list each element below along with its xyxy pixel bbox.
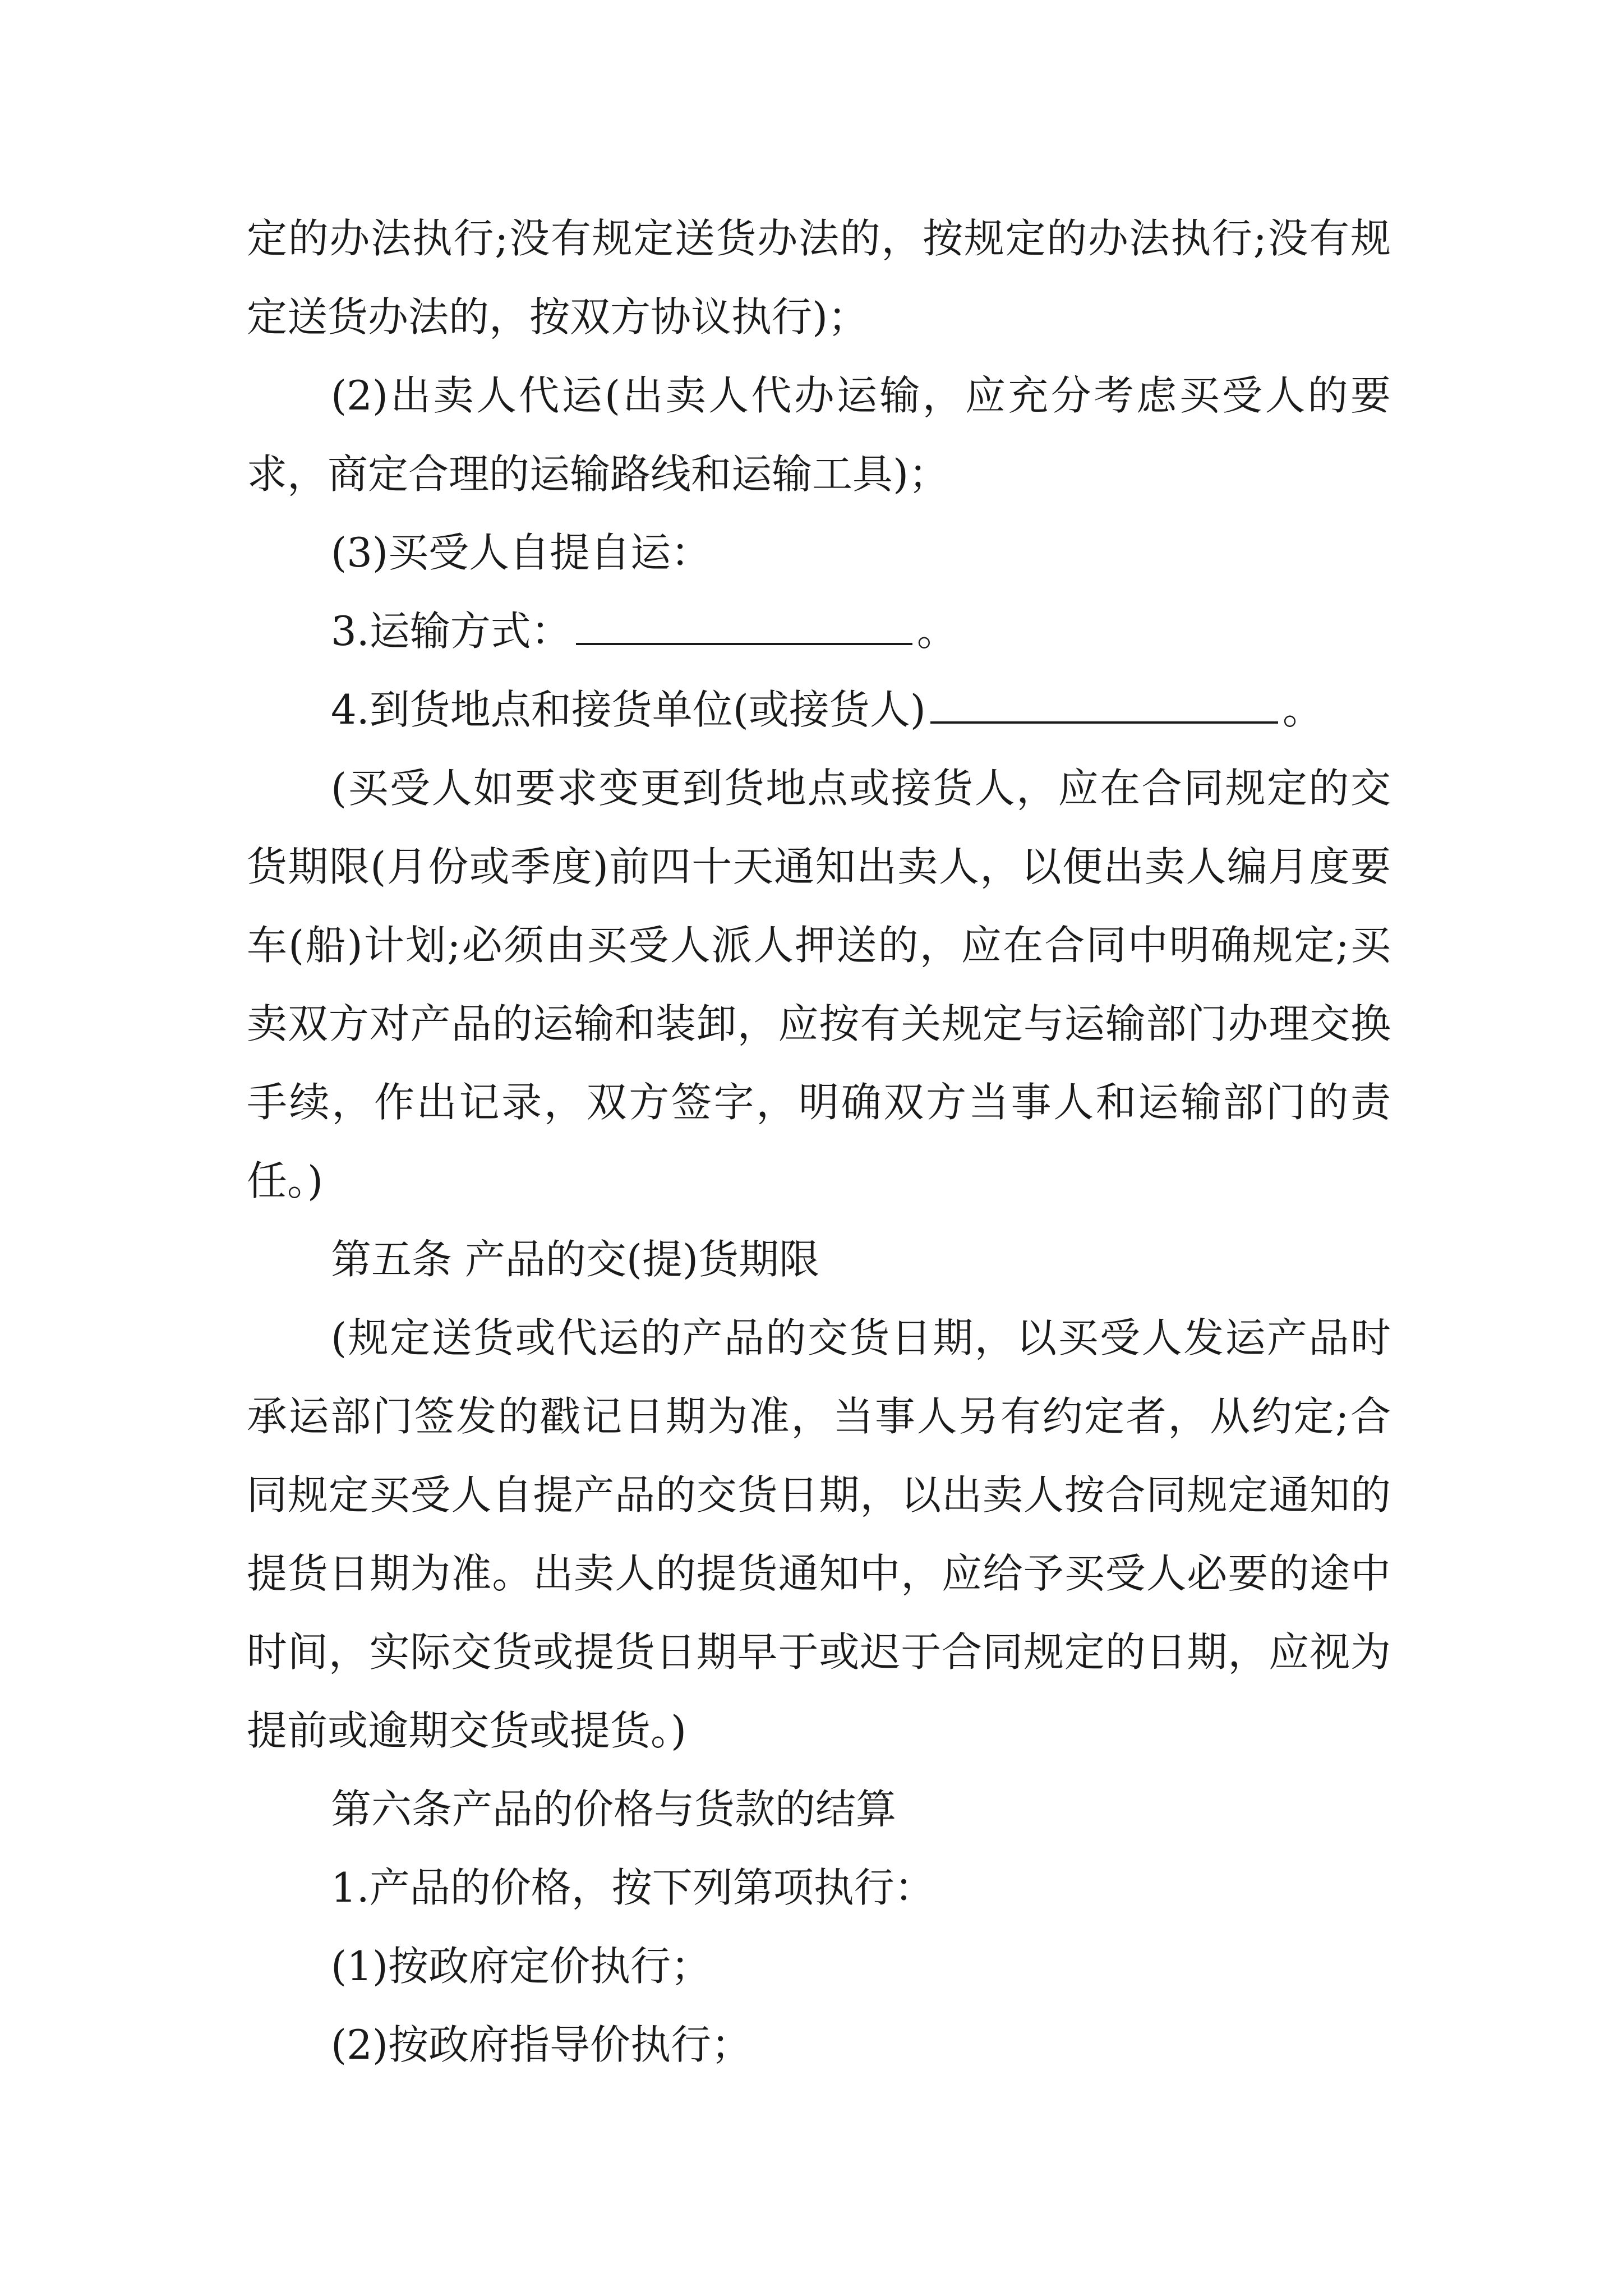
paragraph-change-destination-note: (买受人如要求变更到货地点或接货人，应在合同规定的交货期限(月份或季度)前四十天通知出卖人，以便出卖人编月度要车(船)计划;必须由买受人派人押送的，应在合同中明确规定;买卖双方对产品的运输和装卸，应按有关规定与运输部门办理交换手续，作出记录，双方签字，明确双方当事人和运输部门的责任。): [247, 765, 1391, 1204]
article-6-heading: 第六条产品的价格与货款的结算: [331, 1786, 897, 1833]
paragraph-government-price: (1)按政府定价执行；: [331, 1943, 711, 1990]
paragraph-transport-method: [247, 592, 1391, 670]
paragraph-seller-transport: (2)出卖人代运(出卖人代办运输，应充分考虑买受人的要求，商定合理的运输路线和运输工具)；: [247, 372, 1391, 498]
transport-method-label: 3.运输方式：: [331, 608, 571, 655]
article-5-heading: 第五条 产品的交(提)货期限: [331, 1236, 820, 1283]
destination-blank[interactable]: [930, 674, 1278, 724]
transport-method-end: 。: [916, 608, 957, 655]
paragraph-delivery-date-note: (规定送货或代运的产品的交货日期，以买受人发运产品时承运部门签发的戳记日期为准，当事人另有约定者，从约定;合同规定买受人自提产品的交货日期，以出卖人按合同规定通知的提货日期为准。出卖人的提货通知中，应给予买受人必要的途中时间，实际交货或提货日期早于或迟于合同规定的日期，应视为提前或逾期交货或提货。): [247, 1314, 1391, 1754]
document-body: [247, 199, 1391, 2084]
destination-end: 。: [1282, 686, 1323, 733]
transport-method-blank[interactable]: [576, 596, 912, 645]
paragraph-buyer-self-pickup: (3)买受人自提自运：: [331, 529, 711, 576]
paragraph-destination: [247, 670, 1391, 749]
paragraph-government-guided-price: (2)按政府指导价执行；: [331, 2021, 751, 2068]
paragraph-price-clause: 1.产品的价格，按下列第项执行：: [331, 1864, 935, 1911]
destination-label: 4.到货地点和接货单位(或接货人): [331, 686, 926, 733]
paragraph-delivery-continued: 定的办法执行;没有规定送货办法的，按规定的办法执行;没有规定送货办法的，按双方协议执行)；: [247, 215, 1391, 341]
